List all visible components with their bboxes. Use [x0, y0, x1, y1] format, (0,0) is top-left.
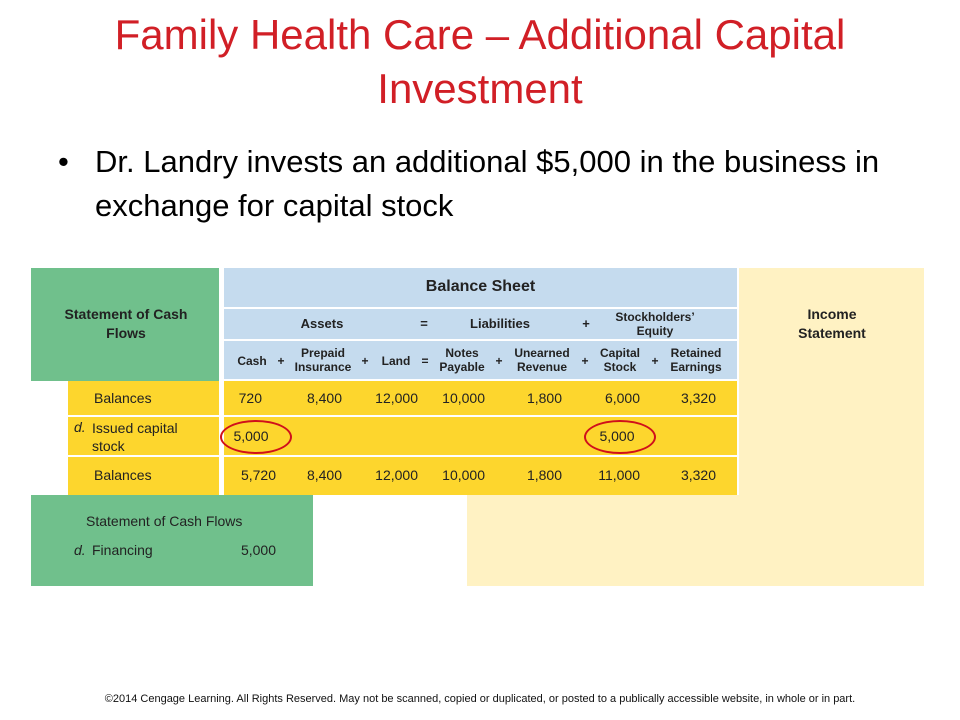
balances2-cash: 5,720: [240, 467, 276, 483]
balances1-land: 12,000: [375, 390, 418, 406]
copyright-footer: ©2014 Cengage Learning. All Rights Reserved. May not be scanned, copied or duplicated, or posted to a publically accessible website, in whole or in part.: [104, 693, 856, 705]
issued-cash: 5,000: [233, 428, 269, 444]
plus-sign: +: [582, 316, 590, 331]
balances1-retained: 3,320: [680, 390, 716, 406]
bullet-text: Dr. Landry invests an additional $5,000 in the business in exchange for capital stock: [95, 144, 880, 223]
balances2-prepaid: 8,400: [306, 467, 342, 483]
cash-flow-detail-letter: d.: [74, 542, 86, 558]
row-issued: [224, 417, 737, 455]
balance-sheet-title: Balance Sheet: [425, 278, 536, 295]
balances1-capital: 6,000: [604, 390, 640, 406]
highlight-circle-cash: [220, 420, 292, 454]
col-notes: Notes Payable: [439, 346, 485, 374]
col-cash: Cash: [237, 354, 267, 368]
balances2-notes: 10,000: [442, 467, 485, 483]
liabilities-label: Liabilities: [470, 316, 530, 331]
col-retained: Retained Earnings: [670, 346, 722, 374]
balances1-cash: 720: [238, 390, 262, 406]
balances2-capital: 11,000: [598, 467, 640, 483]
col-unearned: Unearned Revenue: [514, 346, 570, 374]
bullet-dot: •: [58, 144, 69, 179]
issued-letter: d.: [74, 419, 86, 435]
balances2-land: 12,000: [375, 467, 418, 483]
balances1-unearned: 1,800: [526, 390, 562, 406]
issued-label: Issued capital stock: [92, 420, 178, 454]
op-plus-5: +: [651, 354, 659, 368]
cash-flow-detail-amount: 5,000: [240, 542, 276, 558]
balances1-notes: 10,000: [442, 390, 485, 406]
income-statement-title: Income Statement: [798, 306, 866, 341]
col-prepaid: Prepaid Insurance: [294, 346, 352, 374]
cash-flows-title: Statement of Cash Flows: [64, 306, 188, 341]
equals-sign: =: [420, 316, 428, 331]
cash-flow-detail-title: Statement of Cash Flows: [86, 513, 243, 529]
equity-label: Stockholders’ Equity: [615, 310, 695, 338]
op-plus-3: +: [495, 354, 503, 368]
balances2-unearned: 1,800: [526, 467, 562, 483]
col-land: Land: [381, 354, 411, 368]
col-capital: Capital Stock: [599, 346, 640, 374]
slide-title: Family Health Care – Additional Capital Investment: [114, 11, 846, 112]
balances2-label: Balances: [94, 467, 152, 483]
balances1-prepaid: 8,400: [306, 390, 342, 406]
balances2-retained: 3,320: [680, 467, 716, 483]
issued-capital: 5,000: [599, 428, 635, 444]
balances1-label: Balances: [94, 390, 152, 406]
op-plus-4: +: [581, 354, 589, 368]
op-plus-1: +: [277, 354, 285, 368]
highlight-circle-capital: [584, 420, 656, 454]
op-equals: =: [421, 354, 429, 368]
assets-label: Assets: [300, 316, 344, 331]
cash-flow-detail-label: Financing: [92, 542, 153, 558]
income-statement-panel-middle: [739, 381, 924, 495]
op-plus-2: +: [361, 354, 369, 368]
cash-flows-panel-bottom: [31, 495, 313, 586]
